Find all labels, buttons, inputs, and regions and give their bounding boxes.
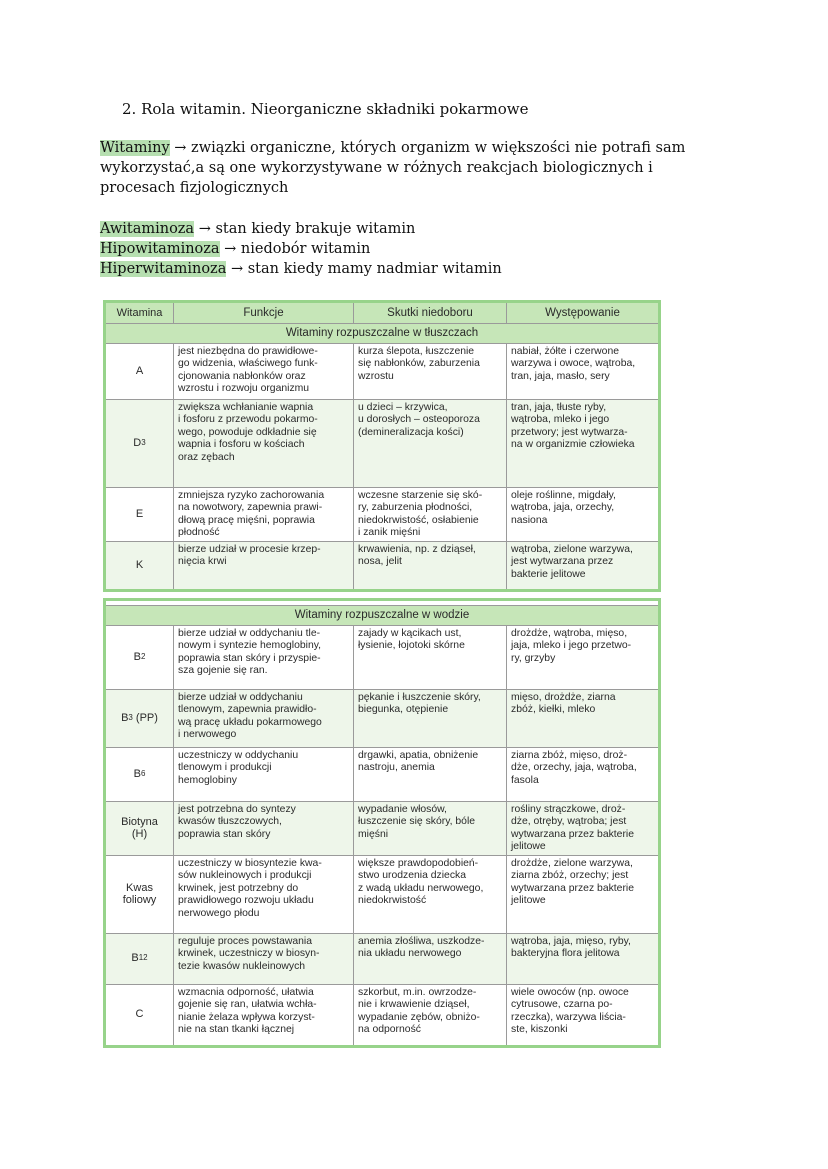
deficiency-effects-cell: szkorbut, m.in. owrzodze- nie i krwawienie dziąseł, wypadanie zębów, obniżo- na odporność: [353, 985, 506, 1045]
vitamin-name: A: [135, 364, 144, 377]
header-witamina: Witamina: [116, 306, 163, 319]
sources-cell: tran, jaja, tłuste ryby, wątroba, mleko i jego przetwory; jest wytwarza- na w organizmie człowieka: [506, 400, 658, 487]
definition-text: → niedobór witamin: [219, 241, 371, 257]
water-soluble-vitamins-table: [103, 598, 661, 1048]
table-header: [106, 303, 658, 323]
sources-cell: drożdże, zielone warzywa, ziarna zbóż, orzechy; jest wytwarzana przez bakterie jelitowe: [506, 856, 658, 933]
sources-cell: oleje roślinne, migdały, wątroba, jaja, orzechy, nasiona: [506, 488, 658, 541]
sources-cell: ziarna zbóż, mięso, droż- dże, orzechy, jaja, wątroba, fasola: [506, 748, 658, 801]
deficiency-effects-cell: wypadanie włosów, łuszczenie się skóry, bóle mięśni: [353, 802, 506, 855]
header-skutki: Skutki niedoboru: [353, 303, 506, 323]
table-row: [106, 855, 658, 933]
functions-cell: wzmacnia odporność, ułatwia gojenie się ran, ułatwia wchła- nianie żelaza wpływa korzyst- nie na stan tkanki łącznej: [173, 985, 353, 1045]
deficiency-effects-cell: wczesne starzenie się skó- ry, zaburzenia płodności, niedokrwistość, osłabienie i zanik mięśni: [353, 488, 506, 541]
functions-cell: bierze udział w oddychaniu tle- nowym i syntezie hemoglobiny, poprawia stan skóry i przyspie- sza gojenie się ran.: [173, 626, 353, 689]
table-row: [106, 801, 658, 855]
vitamin-name: B 6: [133, 767, 146, 780]
section-title-water: Witaminy rozpuszczalne w wodzie: [106, 605, 658, 625]
table-row: [106, 487, 658, 541]
header-funkcje: Funkcje: [173, 303, 353, 323]
table-row: [106, 625, 658, 689]
sources-cell: wątroba, jaja, mięso, ryby, bakteryjna flora jelitowa: [506, 934, 658, 984]
functions-cell: reguluje proces powstawania krwinek, uczestniczy w biosyn- tezie kwasów nukleinowych: [173, 934, 353, 984]
deficiency-effects-cell: krwawienia, np. z dziąseł, nosa, jelit: [353, 542, 506, 589]
functions-cell: uczestniczy w oddychaniu tlenowym i produkcji hemoglobiny: [173, 748, 353, 801]
term: Hiperwitaminoza: [100, 261, 227, 277]
table-row: [106, 747, 658, 801]
sources-cell: nabiał, żółte i czerwone warzywa i owoce, wątroba, tran, jaja, masło, sery: [506, 344, 658, 399]
functions-cell: bierze udział w procesie krzep- nięcia krwi: [173, 542, 353, 589]
functions-cell: bierze udział w oddychaniu tlenowym, zapewnia prawidło- wą pracę układu pokarmowego i nerwowego: [173, 690, 353, 747]
definition-text: → związki organiczne, których organizm w większości nie potrafi sam wykorzystać,a są one wykorzystywane w różnych reakcjach biologicznych i procesach fizjologicznych: [100, 140, 686, 196]
definition-hiperwitaminoza: [100, 259, 720, 279]
functions-cell: jest potrzebna do syntezy kwasów tłuszczowych, poprawia stan skóry: [173, 802, 353, 855]
fat-soluble-vitamins-table: [103, 300, 661, 592]
vitamin-name: Kwas foliowy: [122, 881, 157, 906]
sources-cell: wątroba, zielone warzywa, jest wytwarzana przez bakterie jelitowe: [506, 542, 658, 589]
sources-cell: mięso, drożdże, ziarna zbóż, kiełki, mleko: [506, 690, 658, 747]
deficiency-effects-cell: anemia złośliwa, uszkodze- nia układu nerwowego: [353, 934, 506, 984]
section-heading: 2. Rola witamin. Nieorganiczne składniki pokarmowe: [122, 100, 529, 118]
deficiency-effects-cell: pękanie i łuszczenie skóry, biegunka, otępienie: [353, 690, 506, 747]
table-row: [106, 933, 658, 984]
deficiency-effects-cell: drgawki, apatia, obniżenie nastroju, anemia: [353, 748, 506, 801]
term: Witaminy: [100, 140, 170, 156]
vitamin-name: D 3: [133, 436, 146, 449]
sources-cell: rośliny strączkowe, droż- dże, otręby, wątroba; jest wytwarzana przez bakterie jelitowe: [506, 802, 658, 855]
table-row: [106, 399, 658, 487]
functions-cell: zmniejsza ryzyko zachorowania na nowotwory, zapewnia prawi- dłową pracę mięśni, poprawia płodność: [173, 488, 353, 541]
vitamin-name: B 2: [133, 650, 146, 663]
term: Awitaminoza: [100, 221, 195, 237]
vitamin-name: K: [135, 558, 144, 571]
term: Hipowitaminoza: [100, 241, 220, 257]
definition-hipowitaminoza: [100, 239, 720, 259]
table-row: [106, 541, 658, 589]
vitamin-name: Biotyna (H): [121, 815, 158, 840]
deficiency-effects-cell: u dzieci – krzywica, u dorosłych – osteoporoza (demineralizacja kości): [353, 400, 506, 487]
vitamin-name: B 3 (PP): [121, 711, 158, 724]
vitamin-name: B 12: [131, 952, 148, 965]
definition-text: → stan kiedy mamy nadmiar witamin: [226, 261, 502, 277]
deficiency-effects-cell: większe prawdopodobień- stwo urodzenia dziecka z wadą układu nerwowego, niedokrwistość: [353, 856, 506, 933]
definition-text: → stan kiedy brakuje witamin: [194, 221, 416, 237]
functions-cell: uczestniczy w biosyntezie kwa- sów nukleinowych i produkcji krwinek, jest potrzebny do prawidłowego rozwoju układu nerwowego płodu: [173, 856, 353, 933]
definition-witaminy: [100, 138, 720, 198]
table-row: [106, 689, 658, 747]
functions-cell: zwiększa wchłanianie wapnia i fosforu z przewodu pokarmo- wego, powoduje odkładnie się wapnia i fosforu w kościach oraz zębach: [173, 400, 353, 487]
definition-awitaminoza: [100, 219, 720, 239]
section-title-fat: Witaminy rozpuszczalne w tłuszczach: [106, 323, 658, 343]
deficiency-effects-cell: kurza ślepota, łuszczenie się nabłonków, zaburzenia wzrostu: [353, 344, 506, 399]
table-row: [106, 984, 658, 1045]
vitamin-name: C: [135, 1008, 144, 1021]
sources-cell: drożdże, wątroba, mięso, jaja, mleko i jego przetwo- ry, grzyby: [506, 626, 658, 689]
functions-cell: jest niezbędna do prawidłowe- go widzenia, właściwego funk- cjonowania nabłonków oraz wzrostu i rozwoju organizmu: [173, 344, 353, 399]
header-wystepowanie: Występowanie: [506, 303, 658, 323]
sources-cell: wiele owoców (np. owoce cytrusowe, czarna po- rzeczka), warzywa liścia- ste, kiszonki: [506, 985, 658, 1045]
table-row: [106, 343, 658, 399]
vitamin-name: E: [135, 507, 144, 520]
deficiency-effects-cell: zajady w kącikach ust, łysienie, łojotoki skórne: [353, 626, 506, 689]
